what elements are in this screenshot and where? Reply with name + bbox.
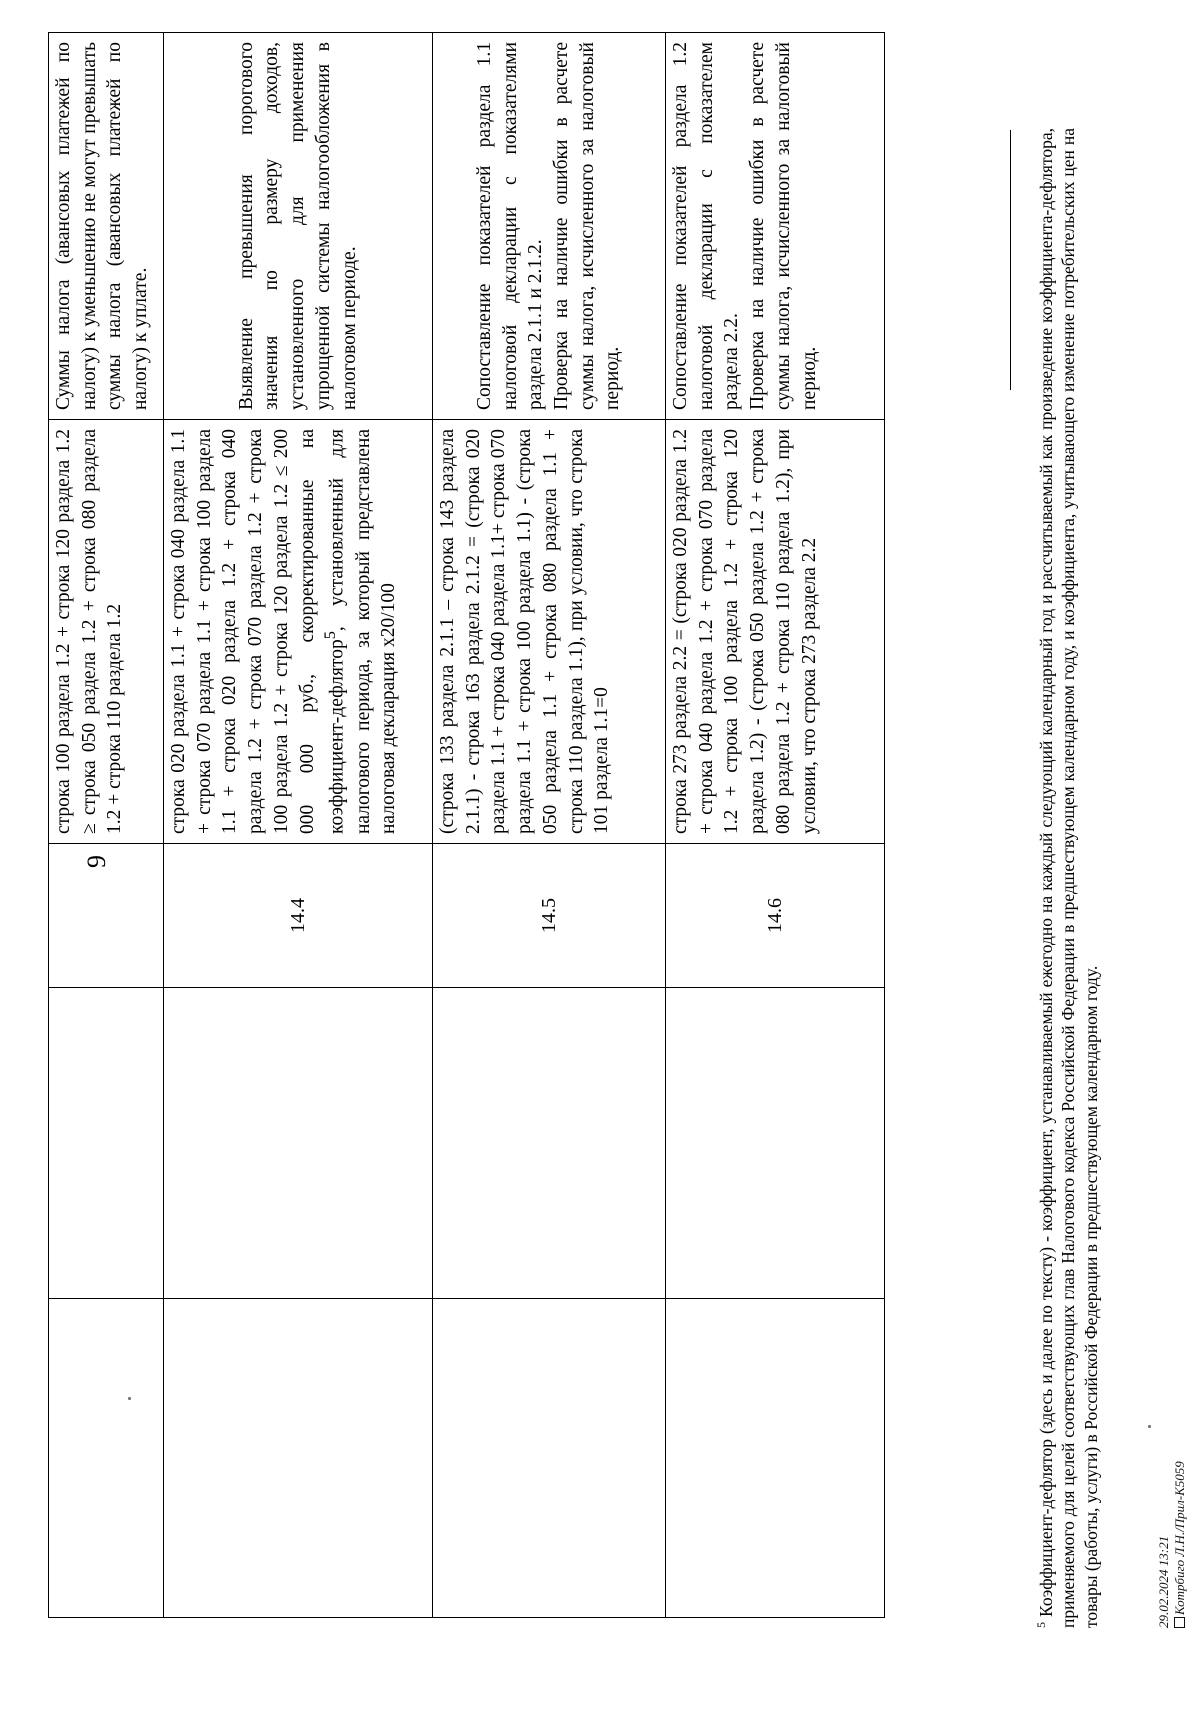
footnote-separator (1010, 130, 1011, 390)
empty-cell (433, 988, 666, 1299)
stamp-date: 29.02.2024 13:21 (1156, 1535, 1171, 1628)
empty-cell (49, 988, 164, 1299)
description-paragraph: Сопоставление показателей раздела 1.1 налоговой декларации с показателями раздела 2.1.1 и 2.1.2. (473, 42, 547, 410)
row-number: 14.5 (433, 844, 666, 988)
row-description: Выявление превышения порогового значения по размеру доходов, установленного для применения упрощенной системы налогообложения в налоговом периоде. (164, 33, 433, 420)
stamp-line-wrap (1172, 1461, 1188, 1628)
table-row (49, 33, 164, 1618)
empty-cell (164, 988, 433, 1299)
row-formula: строка 273 раздела 2.2 = (строка 020 раздела 1.2 + строка 040 раздела 1.2 + строка 070 раздела 1.2 + строка 100 раздела 1.2 + строка 120 раздела 1.2) - (строка 050 раздела 1.2 + строка 080 раздела 1.2 + строка 110 раздела 1.2), при условии, что строка 273 раздела 2.2 (666, 420, 885, 844)
print-stamp (1156, 1461, 1187, 1628)
footnote (1034, 128, 1102, 1628)
footnote-ref: 5 (321, 631, 340, 640)
row-formula (164, 420, 433, 844)
empty-cell (666, 1299, 885, 1618)
empty-cell (666, 988, 885, 1299)
row-description: Суммы налога (авансовых платежей по налогу) к уменьшению не могут превышать суммы налога (авансовых платежей по налогу) к уплате. (49, 33, 164, 420)
row-formula: (строка 133 раздела 2.1.1 – строка 143 раздела 2.1.1) - строка 163 раздела 2.1.2 = (строка 020 раздела 1.1 + строка 040 раздела 1.1+ строка 070 раздела 1.1 + строка 100 раздела 1.1) - (строка 050 раздела 1.1 + строка 080 раздела 1.1 + строка 110 раздела 1.1), при условии, что строка 101 раздела 1.1=0 (433, 420, 666, 844)
description-paragraph: Проверка на наличие ошибки в расчете суммы налога, исчисленного за налоговый период. (747, 42, 820, 410)
empty-cell (433, 1299, 666, 1618)
footnote-text: Коэффициент-дефлятор (здесь и далее по тексту) - коэффициент, устанавливаемый ежегодно на каждый следующий календарный год и рассчитываемый как произведение коэффициента-дефлятора, применяемого для целей соответствующих глав Налогового кодекса Российской Федерации в предшествующем календарном году, и коэффициента, учитывающего изменение потребительских цен на товары (работы, услуги) в Российской Федерации в предшествующем календарном году. (1035, 127, 1101, 1628)
table-row (433, 33, 666, 1618)
table-row (666, 33, 885, 1618)
table-row (164, 33, 433, 1618)
row-number (49, 844, 164, 988)
formula-main: строка 020 раздела 1.1 + строка 040 раздела 1.1 + строка 070 раздела 1.1 + строка 100 раздела 1.1 + строка 020 раздела 1.2 + строка 040 раздела 1.2 + строка 070 раздела 1.2 + строка 100 раздела 1.2 + строка 120 раздела 1.2 ≤ 200 000 000 руб., скорректированные на коэффициент-дефлятор (168, 429, 348, 834)
stamp-line: Котрбиго Л.Н./Прил-К5059 (1171, 1461, 1187, 1615)
row-formula: строка 100 раздела 1.2 + строка 120 раздела 1.2 ≥ строка 050 раздела 1.2 + строка 080 раздела 1.2 + строка 110 раздела 1.2 (49, 420, 164, 844)
scan-speck (1148, 1425, 1151, 1428)
row-number: 14.4 (164, 844, 433, 988)
checks-table (48, 32, 885, 1618)
description-paragraph: Сопоставление показателей раздела 1.2 налоговой декларации с показателем раздела 2.2. (670, 42, 743, 410)
row-description (666, 33, 885, 420)
row-number: 14.6 (666, 844, 885, 988)
scan-speck (128, 1397, 131, 1400)
row-description (433, 33, 666, 420)
stamp-icon (1174, 1617, 1185, 1628)
formula-tail: , установленный для налогового периода, за который представлена налоговая декларация х20/100 (326, 429, 400, 834)
empty-cell (164, 1299, 433, 1618)
description-paragraph: Проверка на наличие ошибки в расчете суммы налога, исчисленного за налоговый период. (551, 42, 624, 410)
page-number: 9 (82, 855, 111, 868)
empty-cell (49, 1299, 164, 1618)
footnote-mark: 5 (1034, 1622, 1048, 1628)
